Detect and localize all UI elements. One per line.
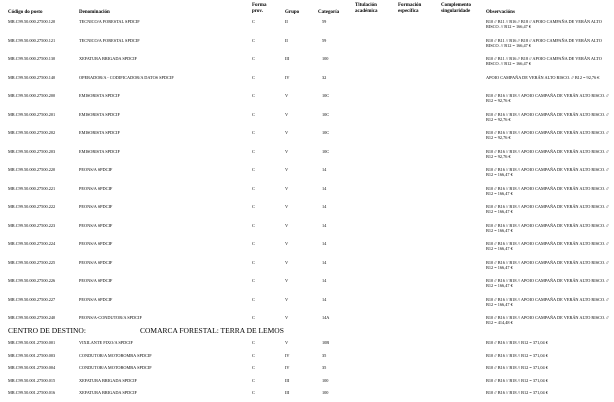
- post-name: VIXILANTE FIXO/A SPDCIF: [79, 340, 133, 345]
- post-code: MR.C99.50.001.27500.001: [8, 340, 56, 345]
- post-name: PEONS/A SPDCIF: [79, 222, 113, 228]
- group: III: [285, 390, 290, 395]
- observations: B10 // B16 // B18 // APOIO CAMPAÑA DE VERÁN ALTO RISCO. // B12 = 92,76 €: [486, 93, 609, 103]
- observations: B10 // B16 // B18 // APOIO CAMPAÑA DE VERÁN ALTO RISCO. // B12 = 92,76 €: [486, 111, 609, 122]
- post-code: MR.C99.50.000.27500.222: [8, 204, 56, 209]
- header-complementos: Complemento singularidade: [441, 3, 471, 14]
- post-code: MR.C99.50.001.27500.015: [8, 377, 56, 383]
- group: V: [285, 167, 289, 172]
- post-name: XEFATURA BRIGADA SPDCIF: [79, 377, 137, 383]
- category: 32: [322, 74, 327, 80]
- provision-form: C: [252, 111, 255, 117]
- post-code: MR.C99.50.000.27500.225: [8, 259, 56, 265]
- group: IV: [285, 74, 290, 80]
- observations: B10 // B16 // B18 // APOIO CAMPAÑA DE VERÁN ALTO RISCO. // B12 = 414,48 €: [486, 315, 609, 325]
- post-code: MR.C99.50.000.27500.121: [8, 37, 56, 43]
- observations: B10 // B16 // B18 // APOIO CAMPAÑA DE VERÁN ALTO RISCO. // B12 = 166,47 €: [486, 167, 609, 177]
- category: 10C: [322, 130, 330, 135]
- category: 59: [322, 19, 327, 24]
- group: IV: [285, 365, 290, 370]
- category: 59: [322, 37, 327, 43]
- category: 100: [322, 56, 329, 61]
- group: V: [285, 278, 289, 283]
- header-formacion: Formación específica: [398, 3, 422, 14]
- group: V: [285, 93, 289, 98]
- header-categoria: Categoría: [318, 10, 340, 15]
- center-heading: [8, 326, 284, 335]
- provision-form: C: [252, 56, 255, 61]
- group: III: [285, 377, 290, 383]
- observations: B10 // B16 // B18 // B12 = 371,04 €: [486, 390, 548, 395]
- post-name: XEFATURA BRIGADA SPDCIF: [79, 56, 137, 61]
- category: 35: [322, 352, 327, 358]
- provision-form: C: [252, 365, 255, 370]
- provision-form: C: [252, 377, 255, 383]
- post-name: PEONS/A SPDCIF: [79, 241, 113, 246]
- group: II: [285, 19, 288, 24]
- group: II: [285, 37, 288, 43]
- provision-form: C: [252, 259, 255, 265]
- post-code: MR.C99.50.000.27500.130: [8, 56, 56, 61]
- group: IV: [285, 352, 290, 358]
- post-code: MR.C99.50.000.27500.224: [8, 241, 56, 246]
- category: 10C: [322, 111, 330, 117]
- group: V: [285, 296, 289, 302]
- category: 10B: [322, 340, 330, 345]
- post-name: EMISORISTA SPDCIF: [79, 93, 120, 98]
- post-name: PEONS/A SPDCIF: [79, 259, 113, 265]
- observations: B10 // B11 // B16 // B18 // APOIO CAMPAÑA DE VERÁN ALTO RISCO. // B12 = 166,47 €: [486, 37, 602, 48]
- header-codigo: Código do posto: [8, 10, 43, 15]
- category: 14: [322, 185, 327, 191]
- category: 100: [322, 390, 329, 395]
- category: 35: [322, 365, 327, 370]
- observations: B10 // B16 // B18 // APOIO CAMPAÑA DE VERÁN ALTO RISCO. // B12 = 166,47 €: [486, 222, 609, 233]
- header-denominacion: Denominación: [79, 10, 110, 15]
- observations: B10 // B16 // B18 // B12 = 371,04 €: [486, 352, 548, 358]
- category: 10C: [322, 93, 330, 98]
- provision-form: C: [252, 130, 255, 135]
- post-name: PEONS/A SPDCIF: [79, 167, 113, 172]
- post-code: MR.C99.50.000.27500.223: [8, 222, 56, 228]
- post-code: MR.C99.50.000.27500.220: [8, 167, 56, 172]
- post-name: PEONS/A SPDCIF: [79, 278, 113, 283]
- group: III: [285, 56, 290, 61]
- category: 10C: [322, 148, 330, 154]
- group: V: [285, 204, 289, 209]
- post-code: MR.C99.50.001.27500.004: [8, 365, 56, 370]
- post-name: CONDUTOR/A MOTOBOMBA SPDCIF: [79, 352, 152, 358]
- category: 14: [322, 278, 327, 283]
- post-name: PEONS/A SPDCIF: [79, 296, 113, 302]
- provision-form: C: [252, 93, 255, 98]
- provision-form: C: [252, 185, 255, 191]
- group: V: [285, 315, 289, 320]
- observations: B10 // B16 // B18 // APOIO CAMPAÑA DE VERÁN ALTO RISCO. // B12 = 166,47 €: [486, 296, 609, 307]
- post-name: EMISORISTA SPDCIF: [79, 148, 120, 154]
- post-code: MR.C99.50.001.27500.003: [8, 352, 56, 358]
- post-name: PEONS/A SPDCIF: [79, 185, 113, 191]
- center-name: COMARCA FORESTAL: TERRA DE LEMOS: [140, 326, 284, 335]
- provision-form: C: [252, 241, 255, 246]
- observations: B10 // B16 // B18 // APOIO CAMPAÑA DE VERÁN ALTO RISCO. // B12 = 166,47 €: [486, 259, 609, 270]
- category: 14A: [322, 315, 330, 320]
- center-label: CENTRO DE DESTINO:: [8, 326, 86, 335]
- observations: B10 // B16 // B18 // B12 = 371,04 €: [486, 340, 548, 345]
- observations: B10 // B16 // B18 // APOIO CAMPAÑA DE VERÁN ALTO RISCO. // B12 = 166,47 €: [486, 185, 609, 196]
- post-name: CONDUTOR/A MOTOBOMBA SPDCIF: [79, 365, 152, 370]
- post-name: EMISORISTA SPDCIF: [79, 130, 120, 135]
- header-titulacion: Titulación académica: [355, 3, 378, 14]
- provision-form: C: [252, 167, 255, 172]
- provision-form: C: [252, 390, 255, 395]
- observations: APOIO CAMPAÑA DE VERÁN ALTO RISCO. // B12 = 92,76 €: [486, 74, 600, 80]
- category: 100: [322, 377, 329, 383]
- observations: B10 // B16 // B18 // APOIO CAMPAÑA DE VERÁN ALTO RISCO. // B12 = 166,47 €: [486, 278, 609, 288]
- post-name: XEFATURA BRIGADA SPDCIF: [79, 390, 137, 395]
- observations: B10 // B16 // B18 // APOIO CAMPAÑA DE VERÁN ALTO RISCO. // B12 = 92,76 €: [486, 130, 609, 140]
- category: 14: [322, 167, 327, 172]
- observations: B10 // B16 // B18 // APOIO CAMPAÑA DE VERÁN ALTO RISCO. // B12 = 166,47 €: [486, 241, 609, 251]
- provision-form: C: [252, 352, 255, 358]
- provision-form: C: [252, 37, 255, 43]
- group: V: [285, 148, 289, 154]
- provision-form: C: [252, 148, 255, 154]
- provision-form: C: [252, 74, 255, 80]
- group: V: [285, 241, 289, 246]
- group: V: [285, 185, 289, 191]
- post-code: MR.C99.50.000.27500.202: [8, 130, 56, 135]
- group: V: [285, 222, 289, 228]
- post-name: OPERADOR/A - CODIFICADOR/A DATOS SPDCIF: [79, 74, 174, 80]
- group: V: [285, 259, 289, 265]
- observations: B10 // B16 // B18 // APOIO CAMPAÑA DE VERÁN ALTO RISCO. // B12 = 92,76 €: [486, 148, 609, 159]
- observations: B10 // B16 // B18 // B12 = 371,04 €: [486, 377, 548, 383]
- category: 14: [322, 241, 327, 246]
- header-forma: Forma prov.: [252, 3, 267, 14]
- category: 14: [322, 204, 327, 209]
- provision-form: C: [252, 315, 255, 320]
- post-code: MR.C99.50.001.27500.016: [8, 390, 56, 395]
- category: 14: [322, 259, 327, 265]
- category: 14: [322, 222, 327, 228]
- group: V: [285, 130, 289, 135]
- group: V: [285, 111, 289, 117]
- post-code: MR.C99.50.000.27500.120: [8, 19, 56, 24]
- header-observacions: Observacións: [486, 10, 515, 15]
- post-code: MR.C99.50.000.27500.140: [8, 74, 56, 80]
- observations: B10 // B11 // B16 // B18 // APOIO CAMPAÑA DE VERÁN ALTO RISCO. // B12 = 166,47 €: [486, 19, 602, 29]
- post-name: PEONS/A SPDCIF: [79, 204, 113, 209]
- post-name: TECNICO/A FORESTAL SPDCIF: [79, 37, 140, 43]
- post-code: MR.C99.50.000.27500.201: [8, 111, 56, 117]
- post-name: EMISORISTA SPDCIF: [79, 111, 120, 117]
- post-code: MR.C99.50.000.27500.240: [8, 315, 56, 320]
- category: 14: [322, 296, 327, 302]
- post-name: TECNICO/A FORESTAL SPDCIF: [79, 19, 140, 24]
- group: V: [285, 340, 289, 345]
- header-grupo: Grupo: [285, 10, 300, 15]
- post-code: MR.C99.50.000.27500.226: [8, 278, 56, 283]
- provision-form: C: [252, 222, 255, 228]
- post-code: MR.C99.50.000.27500.227: [8, 296, 56, 302]
- post-code: MR.C99.50.000.27500.221: [8, 185, 56, 191]
- observations: B10 // B16 // B18 // APOIO CAMPAÑA DE VERÁN ALTO RISCO. // B12 = 166,47 €: [486, 204, 609, 214]
- post-code: MR.C99.50.000.27500.203: [8, 148, 56, 154]
- provision-form: C: [252, 204, 255, 209]
- provision-form: C: [252, 19, 255, 24]
- provision-form: C: [252, 340, 255, 345]
- post-code: MR.C99.50.000.27500.200: [8, 93, 56, 98]
- provision-form: C: [252, 278, 255, 283]
- observations: B10 // B11 // B16 // B18 // APOIO CAMPAÑA DE VERÁN ALTO RISCO. // B12 = 166,47 €: [486, 56, 602, 66]
- observations: B10 // B16 // B18 // B12 = 371,04 €: [486, 365, 548, 370]
- provision-form: C: [252, 296, 255, 302]
- post-name: PEONS/A-CONDUTOR/A SPDCIF: [79, 315, 142, 320]
